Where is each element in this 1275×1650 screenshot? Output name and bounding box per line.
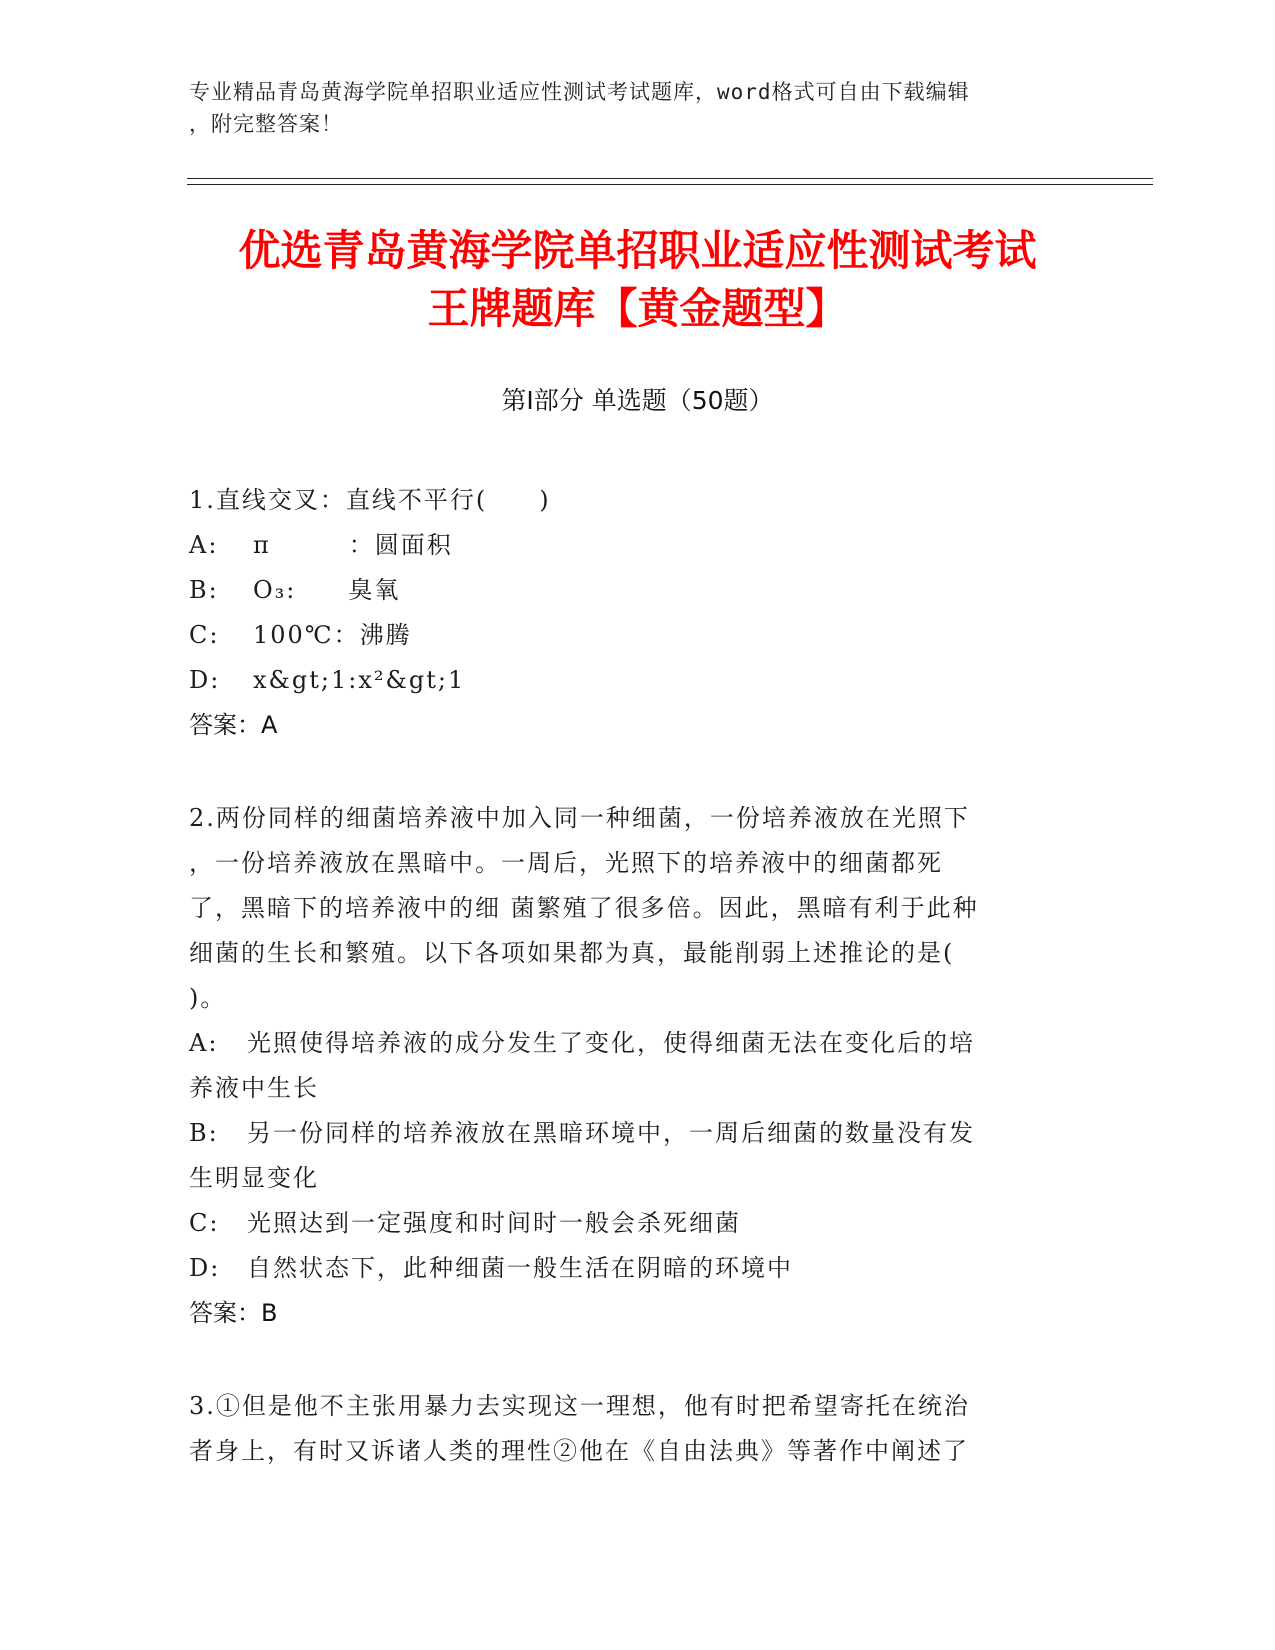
question-stem-line: 2.两份同样的细菌培养液中加入同一种细菌，一份培养液放在光照下: [189, 804, 970, 832]
question-stem: 1.直线交叉：直线不平行( ): [189, 486, 551, 514]
question-2: [189, 796, 1079, 1336]
option-text: 另一份同样的培养液放在黑暗环境中，一周后细菌的数量没有发: [247, 1119, 975, 1147]
section-title: 第Ⅰ部分 单选题（50题）: [501, 386, 774, 415]
option-b: [189, 1111, 1079, 1156]
option-key: A:: [189, 531, 219, 559]
option-key: D:: [189, 1254, 221, 1282]
option-d: [189, 658, 1079, 703]
header-note-line-2: ，附完整答案！: [189, 112, 343, 136]
option-text-continued: 生明显变化: [189, 1164, 319, 1192]
option-b: [189, 568, 1079, 613]
option-key: B:: [189, 1119, 219, 1147]
option-key: C:: [189, 621, 220, 649]
option-d: [189, 1246, 1079, 1291]
question-stem-line: )。: [189, 984, 227, 1012]
option-text: 100℃：沸腾: [253, 621, 412, 649]
option-a: [189, 1021, 1079, 1066]
option-c: [189, 1201, 1079, 1246]
option-text-continued: 养液中生长: [189, 1074, 319, 1102]
option-key: C:: [189, 1209, 220, 1237]
question-3: [189, 1384, 1079, 1474]
option-text: 自然状态下，此种细菌一般生活在阴暗的环境中: [247, 1254, 793, 1282]
document-title-line-1: 优选青岛黄海学院单招职业适应性测试考试: [238, 226, 1037, 275]
question-stem-line: ，一份培养液放在黑暗中。一周后，光照下的培养液中的细菌都死: [189, 849, 943, 877]
option-text: π ：圆面积: [253, 531, 453, 559]
header-divider-bottom: [187, 184, 1153, 185]
question-stem-line: 者身上，有时又诉诸人类的理性②他在《自由法典》等著作中阐述了: [189, 1437, 969, 1465]
answer: 答案：A: [189, 711, 278, 739]
option-text: 光照使得培养液的成分发生了变化，使得细菌无法在变化后的培: [247, 1029, 975, 1057]
question-1: [189, 478, 1079, 748]
header-note: [189, 76, 1069, 140]
question-list: [189, 478, 1079, 1522]
question-stem-line: 细菌的生长和繁殖。以下各项如果都为真，最能削弱上述推论的是(: [189, 939, 955, 967]
document-title: [160, 222, 1115, 338]
question-stem-line: 了，黑暗下的培养液中的细 菌繁殖了很多倍。因此，黑暗有利于此种: [189, 894, 979, 922]
question-stem-line: 3.①但是他不主张用暴力去实现这一理想，他有时把希望寄托在统治: [189, 1392, 970, 1420]
option-key: D:: [189, 666, 221, 694]
option-key: B:: [189, 576, 219, 604]
header-note-line-1: 专业精品青岛黄海学院单招职业适应性测试考试题库，word格式可自由下载编辑: [189, 80, 970, 104]
option-text: O₃: 臭氧: [253, 576, 401, 604]
option-key: A:: [189, 1029, 219, 1057]
answer: 答案：B: [189, 1299, 278, 1327]
header-divider-top: [187, 178, 1153, 179]
document-title-line-2: 王牌题库【黄金题型】: [427, 284, 848, 333]
option-c: [189, 613, 1079, 658]
option-a: [189, 523, 1079, 568]
option-text: 光照达到一定强度和时间时一般会杀死细菌: [247, 1209, 741, 1237]
option-text: x&gt;1:x²&gt;1: [253, 666, 466, 694]
